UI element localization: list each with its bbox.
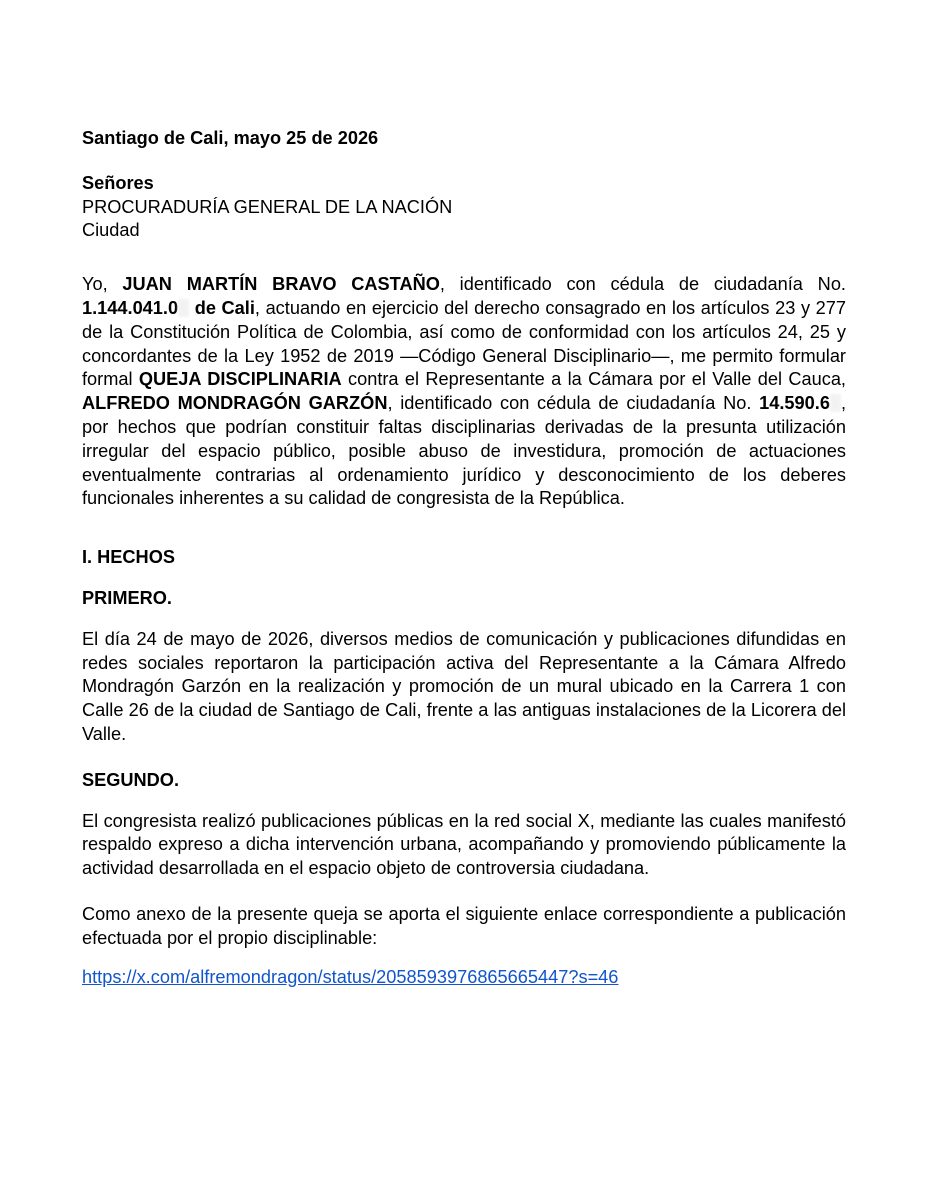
redaction-mark [830,394,841,412]
complainant-name: JUAN MARTÍN BRAVO CASTAÑO [122,274,440,295]
redaction-mark [178,299,189,317]
facts-section-title: I. HECHOS [82,547,175,568]
second-fact-heading: SEGUNDO. [82,769,180,790]
annex-paragraph: Como anexo de la presente queja se aporta el siguiente enlace correspondiente a publicación efectuada por el propio disciplinable: [82,903,846,948]
respondent-name: ALFREDO MONDRAGÓN GARZÓN [82,393,388,414]
respondent-id: 14.590.6 [759,393,830,414]
intro-text-4: contra el Representante a la Cámara por el Valle del Cauca, [341,369,846,390]
complaint-type: QUEJA DISCIPLINARIA [138,369,342,390]
second-fact-paragraph: El congresista realizó publicaciones públicas en la red social X, mediante las cuales manifestó respaldo expreso a dicha intervención urbana, acompañando y promoviendo públicamente la actividad desarrollada en el espacio objeto de controversia ciudadana. [82,810,846,879]
first-fact-heading: PRIMERO. [82,587,172,608]
complainant-id-city: de Cali [189,297,255,318]
complainant-id: 1.144.041.0 [82,297,179,318]
annex-link[interactable]: https://x.com/alfremondragon/status/2058593976865665447?s=46 [82,966,619,987]
intro-text-3: , actuando en ejercicio del derecho consagrado en los artículos 23 y 277 de la Constitución Política de Colombia, así como de conformidad con los artículos 24, 25 y concordantes de la Ley 1952 de 2019 —Código General Disciplinario—, me permito formular formal [82,297,847,390]
intro-text-1: Yo, [82,274,123,295]
addressee-block [82,172,846,243]
intro-text-5: , identificado con cédula de ciudadanía No. [387,393,760,414]
intro-text-2: , identificado con cédula de ciudadanía No. [439,274,846,295]
first-fact-paragraph: El día 24 de mayo de 2026, diversos medios de comunicación y publicaciones difundidas en redes sociales reportaron la participación activa del Representante a la Cámara Alfredo Mondragón Garzón en la realización y promoción de un mural ubicado en la Carrera 1 con Calle 26 de la ciudad de Santiago de Cali, frente a las antiguas instalaciones de la Licorera del Valle. [82,628,846,744]
date-line: Santiago de Cali, mayo 25 de 2026 [82,128,379,148]
recipient-city: Ciudad [82,220,140,241]
introductory-paragraph [82,273,846,511]
intro-text-6: , por hechos que podrían constituir faltas disciplinarias derivadas de la presunta utilización irregular del espacio público, posible abuso de investidura, promoción de actuaciones eventualmente contrarias al ordenamiento jurídico y desconocimiento de los deberes funcionales inherentes a su calidad de congresista de la República. [82,393,846,509]
recipient-name: PROCURADURÍA GENERAL DE LA NACIÓN [82,196,453,217]
complaint-letter [82,127,846,989]
salutation: Señores [82,172,154,193]
